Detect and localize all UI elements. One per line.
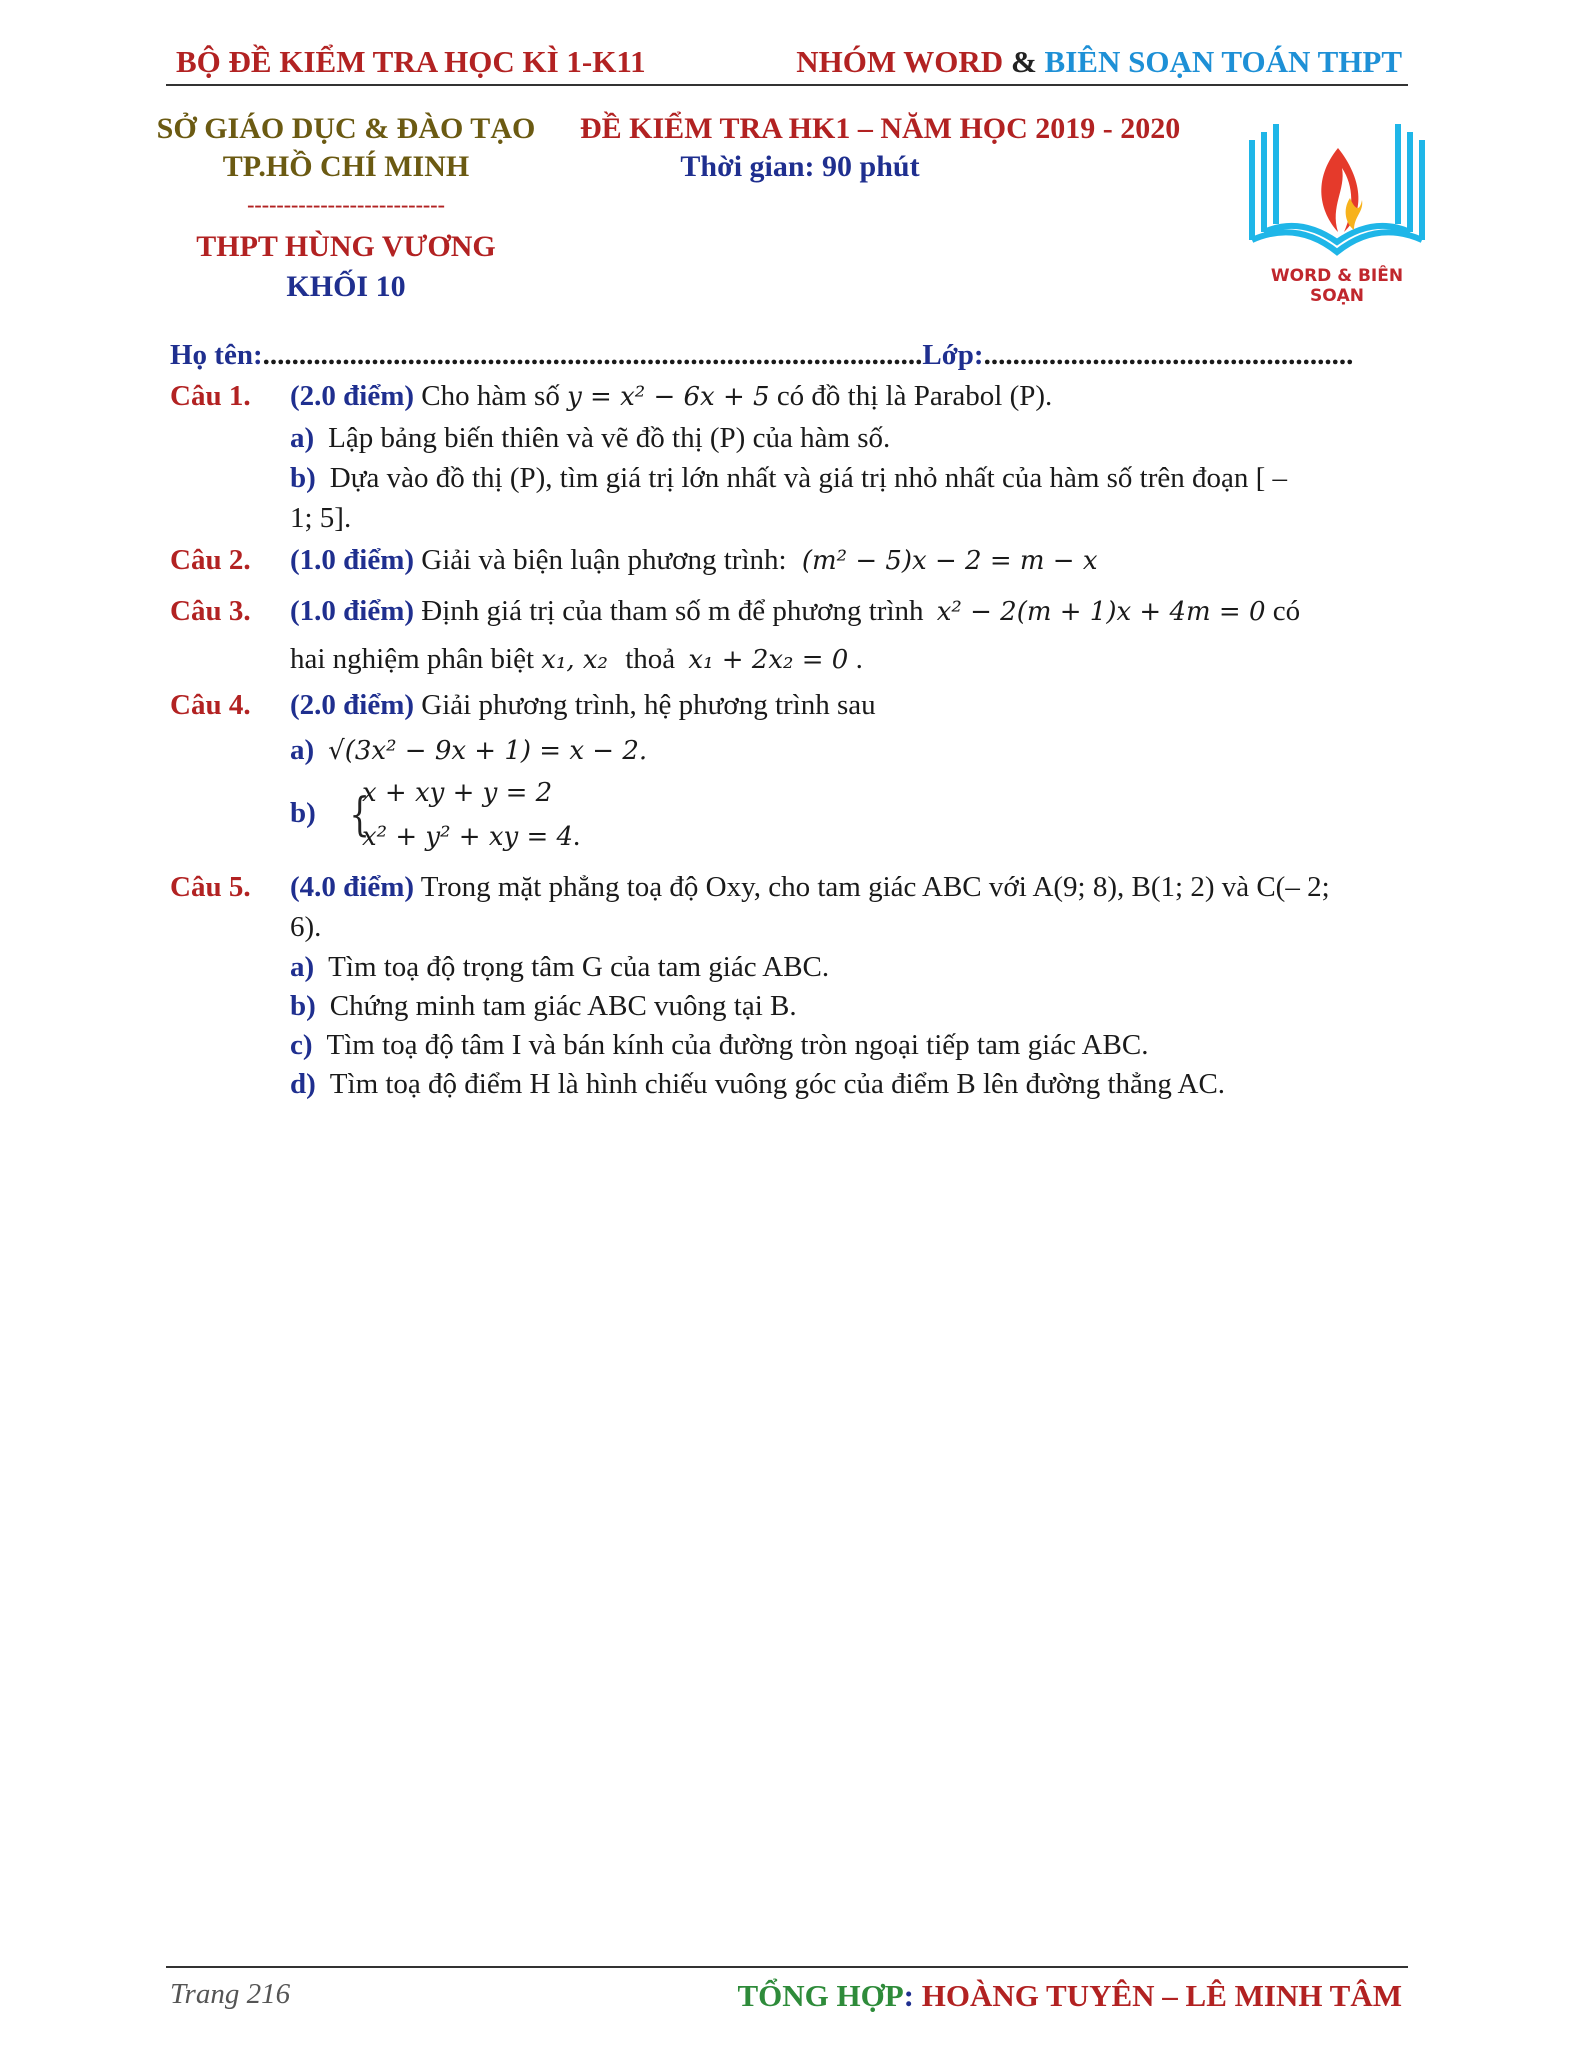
q3-text-a: Định giá trị của tham số m để phương trình [421, 595, 924, 627]
school-dept2: TP.HỒ CHÍ MINH [222, 150, 470, 183]
q5b-label: b) [290, 990, 316, 1022]
name-label: Họ tên: [170, 339, 263, 371]
q4b-eq2 [362, 817, 580, 856]
q4a-label: a) [290, 734, 315, 766]
header-right-b: BIÊN SOẠN TOÁN THPT [1044, 44, 1402, 79]
header-rule [166, 84, 1408, 86]
school-name: THPT HÙNG VƯƠNG [196, 230, 496, 263]
q3-line2-a: hai nghiệm phân biệt [290, 643, 535, 675]
q1a-text: Lập bảng biến thiên và vẽ đồ thị (P) của hàm số. [328, 422, 891, 454]
q5-label: Câu 5. [170, 871, 251, 903]
q4b-eq1-text: x + xy + y = 2 [362, 778, 553, 808]
name-dots[interactable]: ........................................................................................... [262, 339, 923, 371]
q1-part-b-cont: 1; 5]. [290, 502, 352, 534]
school-dashes: --------------------------- [247, 192, 445, 217]
exam-time: Thời gian: 90 phút [680, 150, 920, 183]
class-label: Lớp: [922, 339, 984, 371]
q1-part-b [290, 459, 1287, 497]
header-right [796, 44, 1402, 80]
q5c-text: Tìm toạ độ tâm I và bán kính của đường tròn ngoại tiếp tam giác ABC. [326, 1029, 1149, 1061]
q3-formula: x² − 2(m + 1)x + 4m = 0 [936, 597, 1266, 627]
q5-cont: 6). [290, 911, 322, 943]
q5d-label: d) [290, 1068, 316, 1100]
q3-stem [290, 592, 1300, 631]
q3-label: Câu 3. [170, 595, 251, 627]
header-right-amp: & [1010, 44, 1037, 79]
logo [1242, 120, 1432, 306]
q5-part-c [290, 1026, 1148, 1064]
q4b-eq1 [362, 773, 552, 812]
q3-line2-f1: x₁, x₂ [541, 645, 608, 675]
q5-part-b [290, 987, 797, 1025]
q4a-formula: √(3x² − 9x + 1) = x − 2. [328, 736, 648, 766]
q2-formula: (m² − 5)x − 2 = m − x [801, 546, 1098, 576]
logo-text: WORD & BIÊN SOẠN [1270, 266, 1404, 306]
q1-label: Câu 1. [170, 380, 251, 412]
q2-points: (1.0 điểm) [290, 544, 415, 576]
q5-part-a [290, 948, 829, 986]
footer-right-b: HOÀNG TUYÊN – LÊ MINH TÂM [921, 1978, 1402, 2013]
q5d-text: Tìm toạ độ điểm H là hình chiếu vuông góc của điểm B lên đường thẳng AC. [329, 1068, 1226, 1100]
q4b-label-text: b) [290, 797, 316, 829]
header-right-a: NHÓM WORD [796, 44, 1004, 79]
q3-line2-b: thoả [625, 643, 676, 675]
q1-stem [290, 377, 1052, 416]
exam-title: ĐỀ KIỂM TRA HK1 – NĂM HỌC 2019 - 2020 [580, 112, 1181, 145]
class-dots[interactable]: ................................................... [983, 339, 1354, 371]
book-flame-icon [1242, 120, 1432, 270]
q3-text-b: có [1272, 595, 1301, 627]
q5-text-a: Trong mặt phẳng toạ độ Oxy, cho tam giác ABC với A(9; 8), B(1; 2) và C(– 2; [420, 871, 1330, 903]
q5-points: (4.0 điểm) [290, 871, 415, 903]
q5c-label: c) [290, 1029, 313, 1061]
q4-label: Câu 4. [170, 689, 251, 721]
q1b-text: Dựa vào đồ thị (P), tìm giá trị lớn nhất và giá trị nhỏ nhất của hàm số trên đoạn [ – [329, 462, 1288, 494]
q1-text-a: Cho hàm số [421, 380, 560, 412]
q1b-label: b) [290, 462, 316, 494]
q5b-text: Chứng minh tam giác ABC vuông tại B. [329, 990, 797, 1022]
q1-text-b: có đồ thị là Parabol (P). [776, 380, 1053, 412]
student-line [170, 336, 1353, 374]
q3-line2-f2: x₁ + 2x₂ = 0 [688, 645, 849, 675]
q3-line2-c: . [855, 643, 863, 675]
system-brace: { [349, 787, 370, 841]
q4-points: (2.0 điểm) [290, 689, 415, 721]
q4b-eq2-text: x² + y² + xy = 4 [362, 822, 574, 852]
q2-stem [290, 541, 1098, 580]
q1-points: (2.0 điểm) [290, 380, 415, 412]
q1-part-a [290, 419, 890, 457]
footer-right-colon: : [903, 1978, 914, 2013]
school-dept1: SỞ GIÁO DỤC & ĐÀO TẠO [156, 112, 536, 145]
footer-right-a: TỔNG HỢP [737, 1978, 904, 2013]
q5a-label: a) [290, 951, 315, 983]
q3-points: (1.0 điểm) [290, 595, 415, 627]
q4-part-a [290, 731, 647, 770]
q5-stem [290, 868, 1330, 906]
footer-page: Trang 216 [170, 1978, 291, 2010]
q4-stem [290, 686, 876, 724]
footer-right [737, 1978, 1402, 2014]
q4b-tail: . [573, 820, 581, 852]
header-left: BỘ ĐỀ KIỂM TRA HỌC KÌ 1-K11 [176, 44, 646, 79]
q5-part-d [290, 1065, 1225, 1103]
school-grade: KHỐI 10 [286, 270, 406, 303]
q2-label: Câu 2. [170, 544, 251, 576]
q2-text-a: Giải và biện luận phương trình: [421, 544, 787, 576]
q3-line2 [290, 640, 863, 679]
q5a-text: Tìm toạ độ trọng tâm G của tam giác ABC. [328, 951, 830, 983]
q4-text-a: Giải phương trình, hệ phương trình sau [421, 689, 876, 721]
q1a-label: a) [290, 422, 315, 454]
q1-formula: y = x² − 6x + 5 [567, 382, 770, 412]
footer-rule [166, 1966, 1408, 1968]
q4b-label [290, 794, 330, 832]
